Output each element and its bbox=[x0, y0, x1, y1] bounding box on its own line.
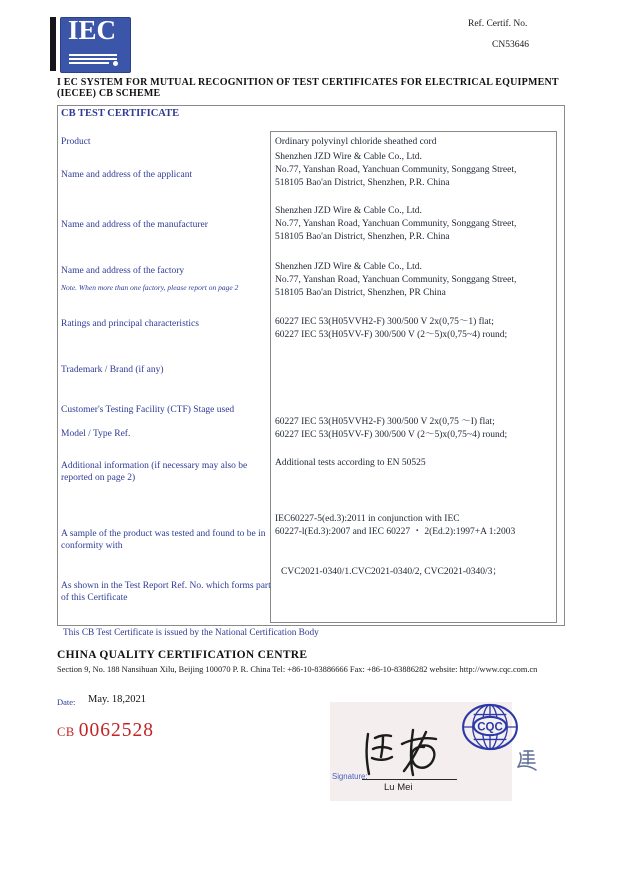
value-line: Shenzhen JZD Wire & Cable Co., Ltd. bbox=[275, 262, 422, 272]
value-line: 518105 Bao'an District, Shenzhen, P.R. China bbox=[275, 178, 450, 188]
field-label-conformity: A sample of the product was tested and found to be in conformity with bbox=[61, 529, 266, 551]
date-label: Date: bbox=[57, 697, 76, 707]
value-line: No.77, Yanshan Road, Yanchuan Community, Songgang Street, bbox=[275, 165, 517, 175]
value-line: Shenzhen JZD Wire & Cable Co., Ltd. bbox=[275, 206, 422, 216]
ncb-address: Section 9, No. 188 Nansihuan Xilu, Beijing 100070 P. R. China Tel: +86-10-83886666 Fax: +86-10-83886282 website: http://www.cqc.com.cn bbox=[57, 665, 538, 674]
field-label-test-report-ref: As shown in the Test Report Ref. No. which forms part of this Certificate bbox=[61, 581, 271, 603]
value-line: 60227 IEC 53(H05VV-F) 300/500 V (2〜5)x(0,75~4) round; bbox=[275, 330, 508, 340]
ref-certif-no-label: Ref. Certif. No. bbox=[468, 19, 528, 29]
field-label-additional-info: Additional information (if necessary may also be reported on page 2) bbox=[61, 461, 248, 483]
scheme-heading: I EC SYSTEM FOR MUTUAL RECOGNITION OF TEST CERTIFICATES FOR ELECTRICAL EQUIPMENT (IECEE) CB SCHEME bbox=[57, 77, 559, 99]
cqc-logo bbox=[461, 703, 519, 756]
field-label-model-type-ref: Model / Type Ref. bbox=[61, 429, 131, 439]
field-value-model-type-ref bbox=[275, 416, 551, 442]
ncb-name: CHINA QUALITY CERTIFICATION CENTRE bbox=[57, 649, 308, 661]
signature-label: Signature: bbox=[332, 772, 368, 781]
value-line: 518105 Bao'an District, Shenzhen, PR China bbox=[275, 288, 446, 298]
value-line: 60227-l(Ed.3):2007 and IEC 60227 ・ 2(Ed.2):1997+A 1:2003 bbox=[275, 527, 516, 537]
cqc-logo-text: CQC bbox=[477, 721, 503, 734]
field-label-factory: Name and address of the factory bbox=[61, 266, 185, 276]
ref-certif-no-value: CN53646 bbox=[492, 40, 529, 50]
field-label-trademark: Trademark / Brand (if any) bbox=[61, 365, 164, 375]
field-value-product: Ordinary polyvinyl chloride sheathed cord bbox=[275, 137, 437, 147]
field-value-applicant bbox=[275, 151, 551, 190]
value-line: 60227 IEC 53(H05VVH2-F) 300/500 V 2x(0,75 〜I) flat; bbox=[275, 417, 495, 427]
signature-line bbox=[362, 779, 457, 780]
field-label-product: Product bbox=[61, 137, 91, 147]
field-value-test-report-ref: CVC2021-0340/1.CVC2021-0340/2, CVC2021-0340/3； bbox=[281, 567, 502, 577]
value-line: Shenzhen JZD Wire & Cable Co., Ltd. bbox=[275, 152, 422, 162]
value-line: IEC60227-5(ed.3):2011 in conjunction with IEC bbox=[275, 514, 460, 524]
field-label-manufacturer: Name and address of the manufacturer bbox=[61, 220, 208, 230]
signatory-name: Lu Mei bbox=[384, 782, 413, 793]
iec-logo-dot bbox=[113, 61, 118, 66]
value-line: No.77, Yanshan Road, Yanchuan Community, Songgang Street, bbox=[275, 219, 517, 229]
field-value-manufacturer bbox=[275, 205, 551, 244]
iec-logo bbox=[60, 17, 131, 73]
handwritten-signature bbox=[358, 724, 458, 785]
value-line: 60227 IEC 53(H05VVH2-F) 300/500 V 2x(0,75〜1) flat; bbox=[275, 317, 494, 327]
iec-logo-line bbox=[69, 58, 117, 60]
field-value-ratings bbox=[275, 316, 551, 342]
iec-logo-line bbox=[69, 62, 109, 64]
iec-logo-text: IEC bbox=[68, 15, 117, 45]
field-value-conformity bbox=[275, 513, 551, 539]
issued-by-note: This CB Test Certificate is issued by the National Certification Body bbox=[63, 628, 319, 638]
field-label-ctf-stage: Customer's Testing Facility (CTF) Stage used bbox=[61, 405, 235, 415]
jian-stamp-character bbox=[515, 749, 538, 777]
field-note-factory: Note. When more than one factory, please report on page 2 bbox=[61, 283, 239, 292]
cb-certificate-number bbox=[57, 720, 154, 742]
iec-logo-line bbox=[69, 54, 117, 56]
value-line: No.77, Yanshan Road, Yanchuan Community, Songgang Street, bbox=[275, 275, 517, 285]
field-value-additional-info: Additional tests according to EN 50525 bbox=[275, 458, 426, 468]
iec-logo-side-bar bbox=[50, 17, 56, 71]
value-line: 518105 Bao'an District, Shenzhen, P.R. China bbox=[275, 232, 450, 242]
field-value-factory bbox=[275, 261, 551, 300]
field-label-applicant: Name and address of the applicant bbox=[61, 170, 193, 180]
cb-number: 0062528 bbox=[78, 720, 154, 741]
certificate-title: CB TEST CERTIFICATE bbox=[61, 108, 180, 119]
value-line: 60227 IEC 53(H05VV-F) 300/500 V (2〜5)x(0,75~4) round; bbox=[275, 430, 508, 440]
date-value: May. 18,2021 bbox=[88, 694, 146, 705]
field-label-ratings: Ratings and principal characteristics bbox=[61, 319, 199, 329]
cb-prefix: CB bbox=[57, 725, 75, 739]
